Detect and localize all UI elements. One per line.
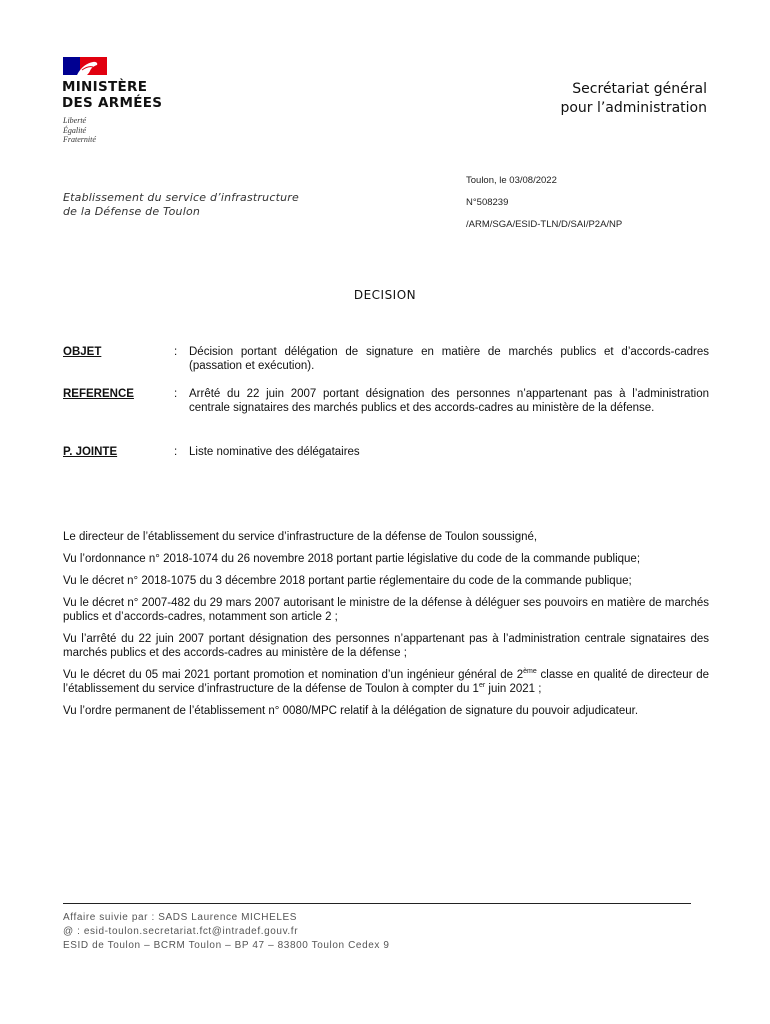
field-objet <box>63 345 709 373</box>
footer-followed-by: Affaire suivie par : SADS Laurence MICHELES <box>63 912 298 923</box>
establishment-name <box>63 191 299 219</box>
issuing-service-line2: pour l’administration <box>560 100 707 116</box>
field-colon: : <box>174 346 178 358</box>
field-label: P. JOINTE <box>63 446 118 458</box>
superscript: ème <box>523 668 537 676</box>
decision-body <box>63 530 709 726</box>
body-paragraph-nomination <box>63 668 709 696</box>
ministry-name-line2: DES ARMÉES <box>62 95 163 111</box>
body-paragraph: Vu l’ordre permanent de l’établissement n° 0080/MPC relatif à la délégation de signature du pouvoir adjudicateur. <box>63 705 639 717</box>
footer-divider <box>63 903 691 904</box>
issuing-service <box>560 80 707 118</box>
field-piece-jointe <box>63 445 709 459</box>
field-label: OBJET <box>63 346 102 358</box>
motto-fraternite: Fraternité <box>63 135 96 144</box>
document-number: N°508239 <box>466 197 509 208</box>
text-part: classe en qualité de directeur de l’établissement du service d’infrastructure de la défense de Toulon à compter du 1 <box>63 669 709 695</box>
establishment-line2: de la Défense de Toulon <box>63 205 201 218</box>
motto-egalite: Égalité <box>63 125 87 135</box>
marianne-logo-icon <box>63 57 107 75</box>
reference-code: /ARM/SGA/ESID-TLN/D/SAI/P2A/NP <box>466 219 623 230</box>
field-text: Liste nominative des délégataires <box>189 446 360 458</box>
field-colon: : <box>174 446 178 458</box>
motto-liberte: Liberté <box>63 116 87 125</box>
text-part: Vu le décret du 05 mai 2021 portant promotion et nomination d’un ingénieur général de 2 <box>63 669 524 681</box>
body-paragraph: Le directeur de l’établissement du service d’infrastructure de la défense de Toulon soussigné, <box>63 531 538 543</box>
footer-contact <box>63 911 390 953</box>
ministry-name-line1: MINISTÈRE <box>62 79 148 95</box>
place-date: Toulon, le 03/08/2022 <box>466 175 557 186</box>
ministry-name <box>62 79 162 111</box>
body-paragraph: Vu le décret n° 2007-482 du 29 mars 2007 autorisant le ministre de la défense à déléguer ses pouvoirs en matière de marchés publics et d’accords-cadres, notamment son article 2 ; <box>63 597 709 623</box>
field-label: REFERENCE <box>63 388 134 400</box>
field-text: Décision portant délégation de signature en matière de marchés publics et d’accords-cadres (passation et exécution). <box>189 346 709 372</box>
establishment-line1: Etablissement du service d’infrastructure <box>63 191 299 204</box>
field-colon: : <box>174 388 178 400</box>
republic-motto <box>63 116 96 145</box>
footer-email: @ : esid-toulon.secretariat.fct@intradef.gouv.fr <box>63 926 299 937</box>
document-title: DECISION <box>353 288 417 302</box>
body-paragraph: Vu l’arrêté du 22 juin 2007 portant désignation des personnes n’appartenant pas à l’administration centrale signataires des marchés publics et des accords-cadres au ministère de la défense ; <box>63 633 709 659</box>
footer-address: ESID de Toulon – BCRM Toulon – BP 47 – 83800 Toulon Cedex 9 <box>63 940 390 951</box>
issuing-service-line1: Secrétariat général <box>572 81 707 97</box>
body-paragraph: Vu l’ordonnance n° 2018-1074 du 26 novembre 2018 portant partie législative du code de la commande publique; <box>63 553 641 565</box>
superscript: er <box>478 682 486 690</box>
field-reference <box>63 387 709 415</box>
body-paragraph: Vu le décret n° 2018-1075 du 3 décembre 2018 portant partie réglementaire du code de la commande publique; <box>63 575 632 587</box>
text-part: juin 2021 ; <box>485 683 542 695</box>
document-meta <box>466 175 622 241</box>
field-text: Arrêté du 22 juin 2007 portant désignation des personnes n’appartenant pas à l’administration centrale signataires des marchés publics et des accords-cadres au ministère de la défense. <box>189 388 709 414</box>
